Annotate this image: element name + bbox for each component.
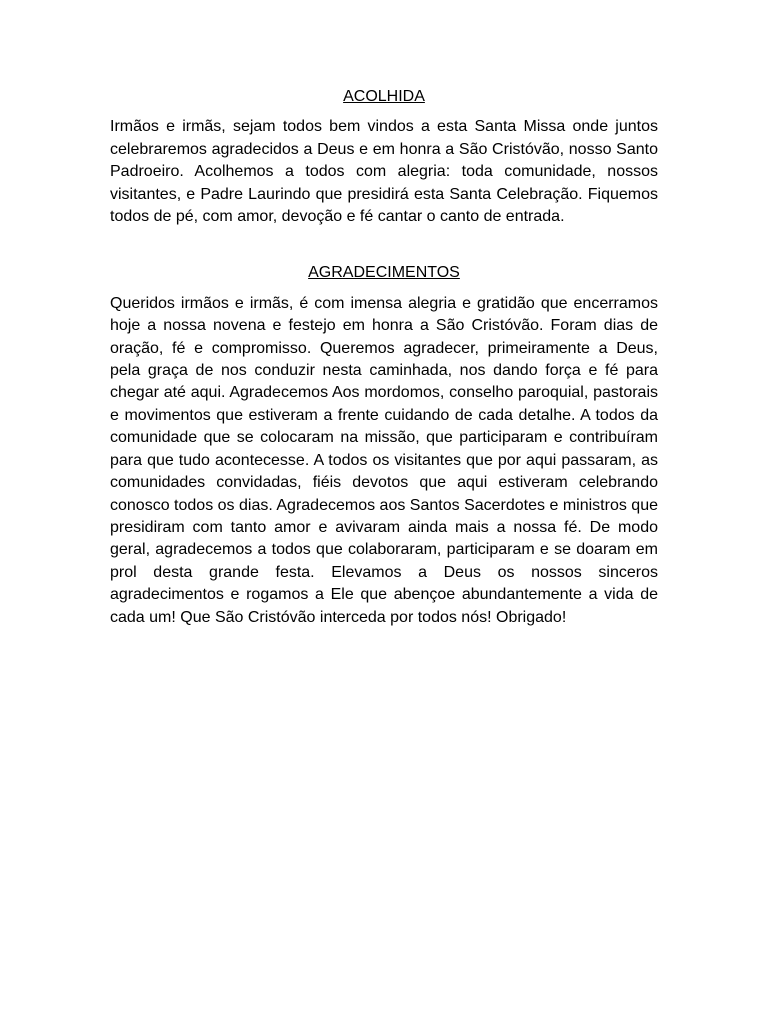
paragraph-agradecimentos: Queridos irmãos e irmãs, é com imensa alegria e gratidão que encerramos hoje a nossa novena e festejo em honra a São Cristóvão. Foram dias de oração, fé e compromisso. Queremos agradecer, primeiramente a Deus, pela graça de nos conduzir nesta caminhada, nos dando força e fé para chegar até aqui. Agradecemos Aos mordomos, conselho paroquial, pastorais e movimentos que estiveram a frente cuidando de cada detalhe. A todos da comunidade que se colocaram na missão, que participaram e contribuíram para que tudo acontecesse. A todos os visitantes que por aqui passaram, as comunidades convidadas, fiéis devotos que aqui estiveram celebrando conosco todos os dias. Agradecemos aos Santos Sacerdotes e ministros que presidiram com tanto amor e avivaram ainda mais a nossa fé. De modo geral, agradecemos a todos que colaboraram, participaram e se doaram em prol desta grande festa. Elevamos a Deus os nossos sinceros agradecimentos e rogamos a Ele que abençoe abundantemente a vida de cada um! Que São Cristóvão interceda por todos nós! Obrigado!	[110, 294, 658, 626]
paragraph-acolhida: Irmãos e irmãs, sejam todos bem vindos a esta Santa Missa onde juntos celebraremos agradecidos a Deus e em honra a São Cristóvão, nosso Santo Padroeiro. Acolhemos a todos com alegria: toda comunidade, nossos visitantes, e Padre Laurindo que presidirá esta Santa Celebração. Fiquemos todos de pé, com amor, devoção e fé cantar o canto de entrada.	[110, 118, 658, 226]
section-acolhida	[110, 86, 658, 228]
document-content	[110, 86, 658, 629]
section-spacer	[110, 228, 658, 262]
section-heading-agradecimentos: AGRADECIMENTOS	[308, 264, 460, 282]
section-heading-acolhida: ACOLHIDA	[343, 88, 425, 105]
section-agradecimentos	[110, 262, 658, 629]
